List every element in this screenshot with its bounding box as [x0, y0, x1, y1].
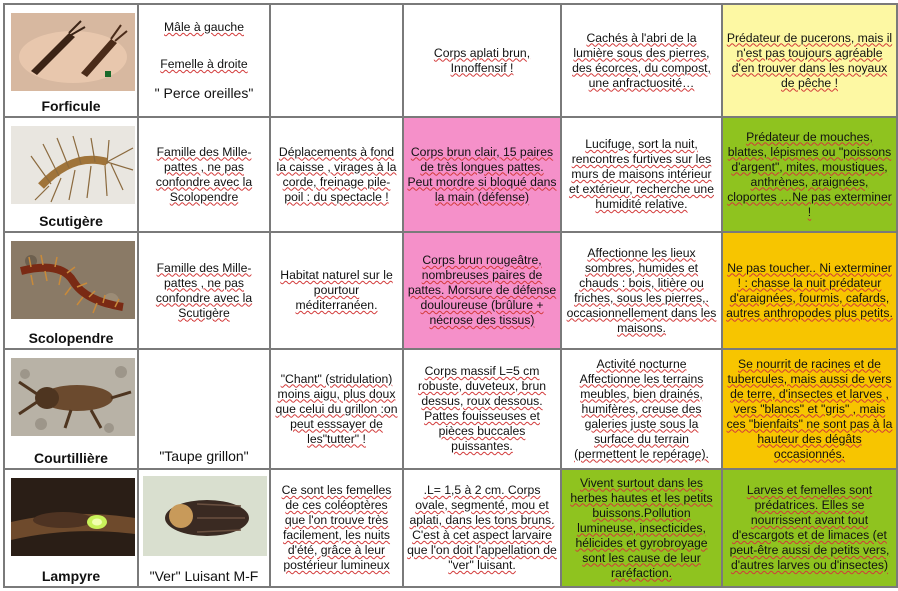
role-cell: Prédateur de mouches, blattes, lépismes ou "poissons d'argent", mites, moustiques, anthrènes, araignées, cloportes …Ne pas exterminer !: [722, 117, 897, 232]
gender-note: Femelle à droite: [160, 57, 248, 71]
role-cell: Se nourrit de racines et de tubercules, mais aussi de vers de terre, d'insectes et larves , vers "blancs" et "gris" , mais ces "bienfaits" ne sont pas à la hauteur des dégâts occasionnés.: [722, 349, 897, 469]
centipede-photo: [11, 241, 135, 319]
habitat-cell: Activité nocturne Affectionne les terrains meubles, bien drainés, humifères, creuse des galeries juste sous la surface du terrain (permettent le repérage).: [561, 349, 722, 469]
body-cell: Corps brun clair, 15 paires de très longues pattes. Peut mordre si bloqué dans la main (défense): [403, 117, 561, 232]
behavior-cell: Ce sont les femelles de ces coléoptères que l'on trouve très facilement, les nuits d'été, grâce à leur postérieur lumineux: [270, 469, 403, 587]
habitat-cell: Cachés à l'abri de la lumière sous des pierres, des écorces, du compost, une anfractuosité…: [561, 4, 722, 117]
table-row: [4, 469, 897, 587]
description-cell: [138, 469, 270, 587]
insect-name: Scolopendre: [28, 330, 114, 346]
role-cell: Ne pas toucher.. Ni exterminer ! : chasse la nuit prédateur d'araignées, fourmis, cafards, autres anthropodes plus petits.: [722, 232, 897, 349]
insect-table: [3, 3, 898, 588]
description-cell: Famille des Mille-pattes , ne pas confondre avec la Scolopendre: [138, 117, 270, 232]
behavior-cell: Habitat naturel sur le pourtour méditerranéen.: [270, 232, 403, 349]
insect-name: Scutigère: [39, 213, 103, 229]
behavior-cell: [270, 4, 403, 117]
firefly-photo: [143, 476, 267, 556]
table-row: [4, 349, 897, 469]
common-name: "Ver" Luisant M-F: [149, 568, 259, 584]
insect-image-cell: [4, 4, 138, 117]
description-cell: Famille des Mille-pattes , ne pas confondre avec la Scutigère: [138, 232, 270, 349]
body-cell: Corps brun rougeâtre, nombreuses paires de pattes. Morsure de défense douloureuse (brûlure + nécrose des tissus): [403, 232, 561, 349]
description-cell: [138, 4, 270, 117]
earwig-photo: [11, 13, 135, 91]
insect-name: Lampyre: [41, 568, 101, 584]
habitat-cell: Lucifuge, sort la nuit, rencontres furtives sur les murs de maisons intérieur et extérieur, recherche une humidité relative.: [561, 117, 722, 232]
table-row: [4, 232, 897, 349]
behavior-cell: "Chant" (stridulation) moins aigu, plus doux que celui du grillon :on peut esssayer de les"tutter" !: [270, 349, 403, 469]
habitat-cell: Vivent surtout dans les herbes hautes et les petits buissons.Pollution lumineuse, insecticides, hélicides et gyrobroyage sont les cause de leur raréfaction.: [561, 469, 722, 587]
behavior-cell: Déplacements à fond la caisse , virages à la corde, freinage pile-poil : du spectacle !: [270, 117, 403, 232]
insect-image-cell: [4, 232, 138, 349]
glowworm-photo: [11, 478, 135, 556]
mole-cricket-photo: [11, 358, 135, 436]
body-cell: Corps aplati brun, Innoffensif !: [403, 4, 561, 117]
insect-image-cell: [4, 117, 138, 232]
habitat-cell: Affectionne les lieux sombres, humides et chauds : bois, litière ou friches, sous les pierres,. occasionnellement dans les maisons.: [561, 232, 722, 349]
common-name: " Perce oreilles": [154, 85, 254, 101]
scutigera-photo: [11, 126, 135, 204]
body-cell: Corps massif L=5 cm robuste, duveteux, brun dessus, roux dessous. Pattes fouisseuses et pièces buccales puissantes.: [403, 349, 561, 469]
insect-image-cell: [4, 349, 138, 469]
body-cell: .L= 1,5 à 2 cm. Corps ovale, segmenté, mou et aplati, dans les tons bruns. C'est à cet aspect larvaire que l'on doit l'appellation de "ver" luisant.: [403, 469, 561, 587]
gender-note: Mâle à gauche: [164, 20, 244, 34]
insect-name: Forficule: [41, 98, 101, 114]
description-cell: [138, 349, 270, 469]
insect-name: Courtillière: [34, 450, 108, 466]
role-cell: Larves et femelles sont prédatrices. Elles se nourrissent avant tout d'escargots et de limaces (et peut-être aussi de petits vers, d'autres larves ou d'insectes): [722, 469, 897, 587]
table-row: [4, 4, 897, 117]
role-cell: Prédateur de pucerons, mais il n'est pas toujours agréable d'en trouver dans les noyaux de pêche !: [722, 4, 897, 117]
table-row: [4, 117, 897, 232]
common-name: "Taupe grillon": [159, 448, 249, 464]
insect-image-cell: [4, 469, 138, 587]
